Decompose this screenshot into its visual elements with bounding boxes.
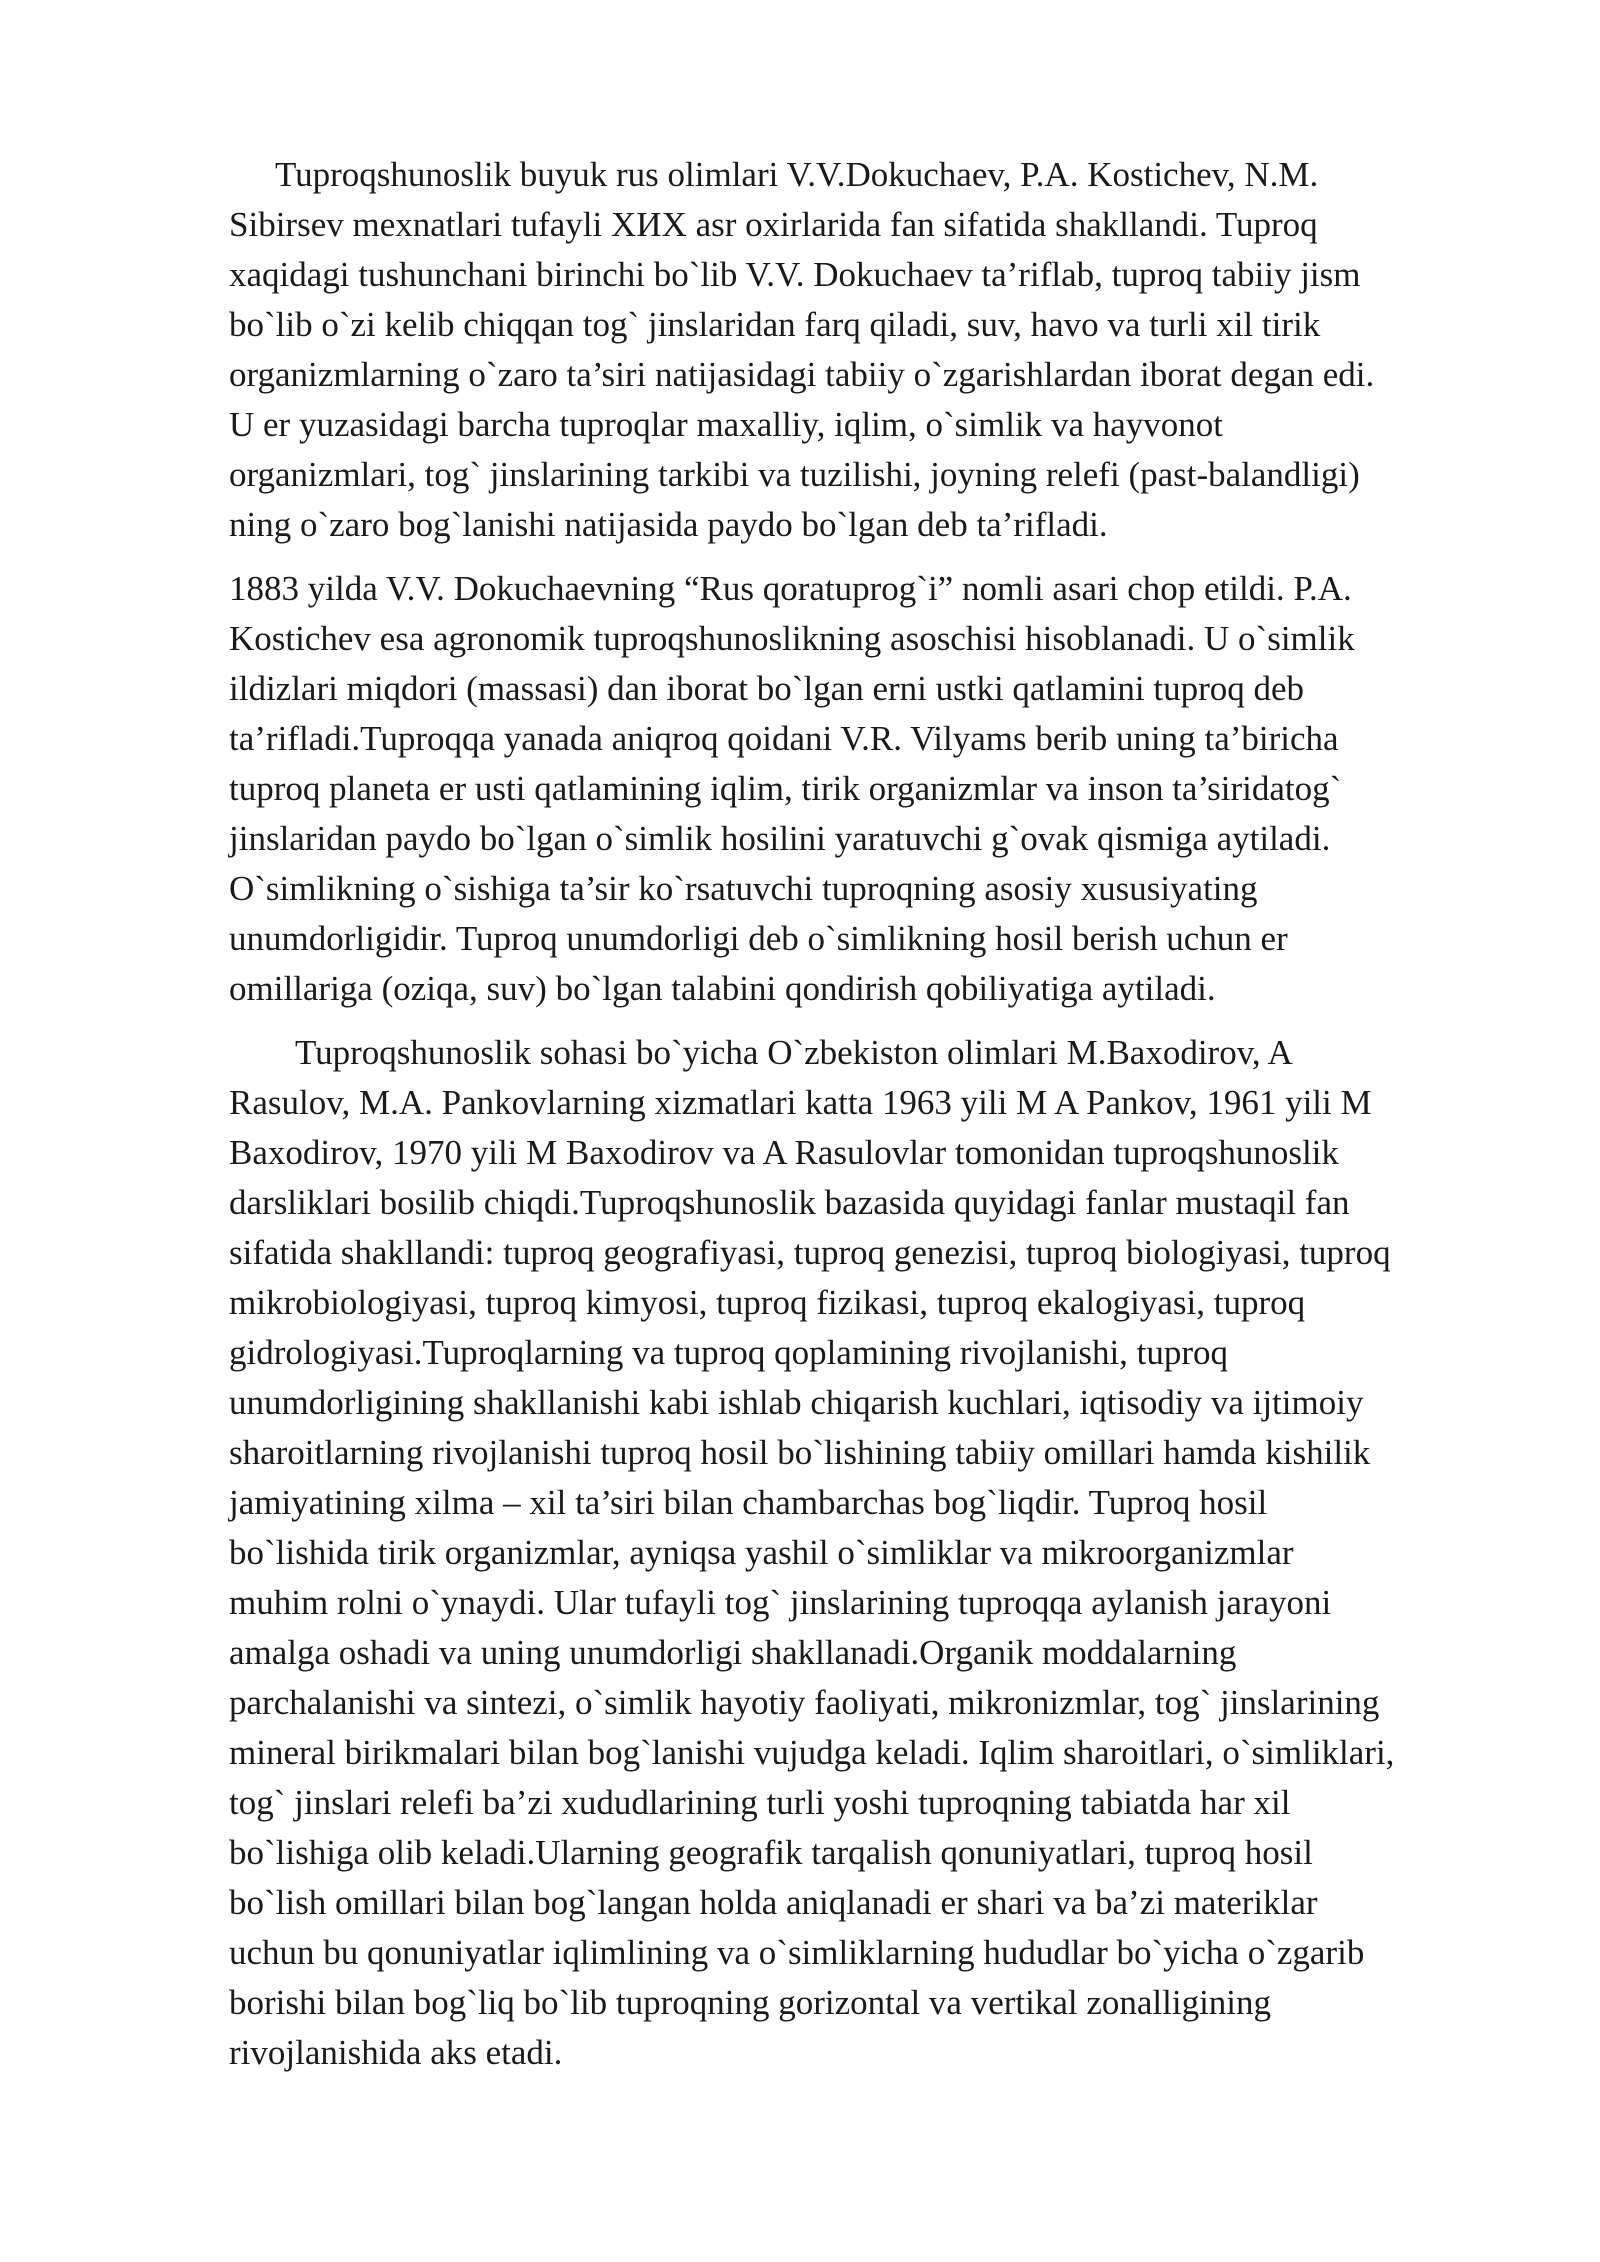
paragraph-uzbekistan-scientists: Tuproqshunoslik sohasi bo`yicha O`zbekiston olimlari M.Baxodirov, A Rasulov, M.A. Pankovlarning xizmatlari katta 1963 yili M A Pankov, 1961 yili M Baxodirov, 1970 yili M Baxodirov va A Rasulovlar tomonidan tuproqshunoslik darsliklari bosilib chiqdi.Tuproqshunoslik bazasida quyidagi fanlar mustaqil fan sifatida shakllandi: tuproq geografiyasi, tuproq genezisi, tuproq biologiyasi, tuproq mikrobiologiyasi, tuproq kimyosi, tuproq fizikasi, tuproq ekalogiyasi, tuproq gidrologiyasi.Tuproqlarning va tuproq qoplamining rivojlanishi, tuproq unumdorligining shakllanishi kabi ishlab chiqarish kuchlari, iqtisodiy va ijtimoiy sharoitlarning rivojlanishi tuproq hosil bo`lishining tabiiy omillari hamda kishilik jamiyatining xilma – xil ta’siri bilan chambarchas bog`liqdir. Tuproq hosil bo`lishida tirik organizmlar, ayniqsa yashil o`simliklar va mikroorganizmlar muhim rolni o`ynaydi. Ular tufayli tog` jinslarining tuproqqa aylanish jarayoni amalga oshadi va uning unumdorligi shakllanadi.Organik moddalarning parchalanishi va sintezi, o`simlik hayotiy faoliyati, mikronizmlar, tog` jinslarining mineral birikmalari bilan bog`lanishi vujudga keladi. Iqlim sharoitlari, o`simliklari, tog` jinslari relefi ba’zi xududlarining turli yoshi tuproqning tabiatda har xil bo`lishiga olib keladi.Ularning geografik tarqalish qonuniyatlari, tuproq hosil bo`lish omillari bilan bog`langan holda aniqlanadi er shari va ba’zi materiklar uchun bu qonuniyatlar iqlimlining va o`simliklarning hududlar bo`yicha o`zgarib borishi bilan bog`liq bo`lib tuproqning gorizontal va vertikal zonalligining rivojlanishida aks etadi. (229, 1033, 1395, 2072)
document-body (229, 150, 1494, 2078)
paragraph-kostichev-vilyams: 1883 yilda V.V. Dokuchaevning “Rus qoratuprog`i” nomli asari chop etildi. P.A. Kostichev esa agronomik tuproqshunoslikning asoschisi hisoblanadi. U o`simlik ildizlari miqdori (massasi) dan iborat bo`lgan erni ustki qatlamini tuproq deb ta’rifladi.Tuproqqa yanada aniqroq qoidani V.R. Vilyams berib uning ta’biricha tuproq planeta er usti qatlamining iqlim, tirik organizmlar va inson ta’siridatog` jinslaridan paydo bo`lgan o`simlik hosilini yaratuvchi g`ovak qismiga aytiladi. O`simlikning o`sishiga ta’sir ko`rsatuvchi tuproqning asosiy xususiyating unumdorligidir. Tuproq unumdorligi deb o`simlikning hosil berish uchun er omillariga (oziqa, suv) bo`lgan talabini qondirish qobiliyatiga aytiladi. (229, 569, 1355, 1008)
paragraph-history-dokuchaev: Tuproqshunoslik buyuk rus olimlari V.V.Dokuchaev, P.A. Kostichev, N.M. Sibirsev mexnatlari tufayli XИX asr oxirlarida fan sifatida shakllandi. Tuproq xaqidagi tushunchani birinchi bo`lib V.V. Dokuchaev ta’riflab, tuproq tabiiy jism bo`lib o`zi kelib chiqqan tog` jinslaridan farq qiladi, suv, havo va turli xil tirik organizmlarning o`zaro ta’siri natijasidagi tabiiy o`zgarishlardan iborat degan edi. U er yuzasidagi barcha tuproqlar maxalliy, iqlim, o`simlik va hayvonot organizmlari, tog` jinslarining tarkibi va tuzilishi, joyning relefi (past-balandligi) ning o`zaro bog`lanishi natijasida paydo bo`lgan deb ta’rifladi. (229, 155, 1375, 544)
